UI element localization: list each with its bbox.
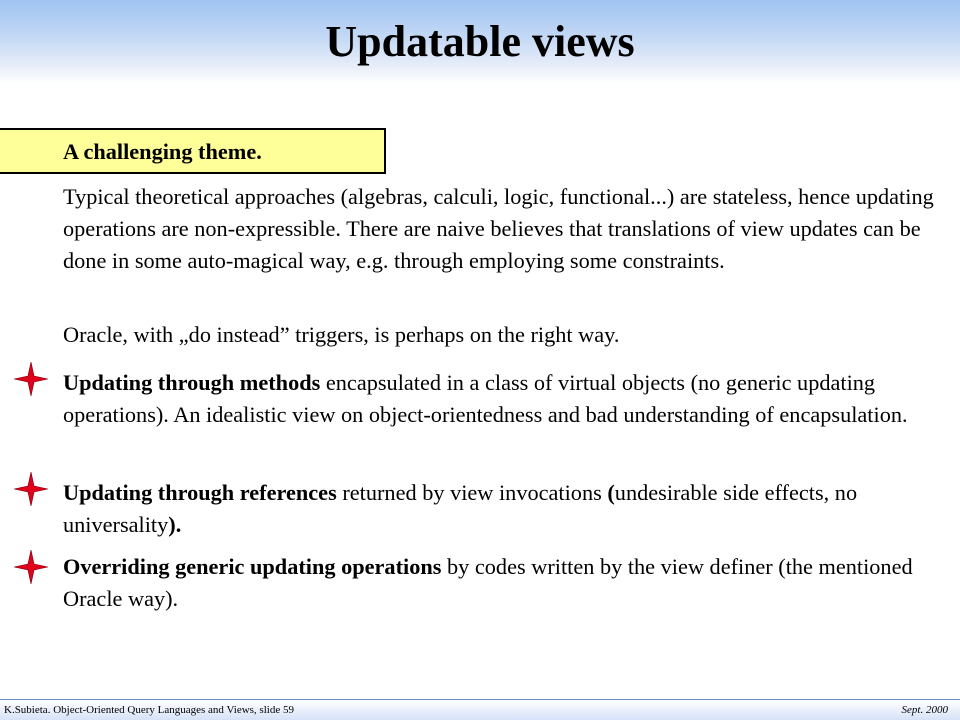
bullet-2-close-paren: ). — [168, 512, 182, 537]
bullet-2-open-paren: ( — [607, 480, 615, 505]
slide-title: Updatable views — [325, 17, 635, 66]
bullet-2-text-2: undesirable side effects, no universality — [63, 480, 858, 537]
footer-date: Sept. 2000 — [901, 704, 948, 716]
paragraph-oracle: Oracle, with „do instead” triggers, is perhaps on the right way. — [63, 322, 620, 347]
bullet-1-text: encapsulated in a class of virtual objects (no generic updating operations). An idealistic view on object-orientedness and bad understanding of encapsulation. — [63, 370, 908, 427]
bullet-1-heading: Updating through methods — [63, 370, 321, 395]
red-star-icon — [14, 362, 48, 396]
bullet-2-heading: Updating through references — [63, 480, 337, 505]
bullet-updating-through-methods — [63, 367, 943, 431]
bullet-2-text: returned by view invocations — [336, 480, 608, 505]
intro-text: A challenging theme. — [63, 139, 262, 164]
bullet-3-heading: Overriding generic updating operations — [63, 554, 442, 579]
red-star-icon — [14, 472, 48, 506]
paragraph-stateless-approaches: Typical theoretical approaches (algebras, calculi, logic, functional...) are stateless, hence updating operations are non-expressible. There are naive believes that translations of view updates can be done in some auto-magical way, e.g. through employing some constraints. — [63, 184, 934, 273]
bullet-3-text: by codes written by the view definer (the mentioned Oracle way). — [63, 554, 913, 611]
bullet-overriding-generic-operations — [63, 551, 943, 615]
footer-credit: K.Subieta. Object-Oriented Query Languages and Views, slide 59 — [4, 704, 294, 716]
red-star-icon — [14, 550, 48, 584]
bullet-updating-through-references — [63, 477, 943, 541]
